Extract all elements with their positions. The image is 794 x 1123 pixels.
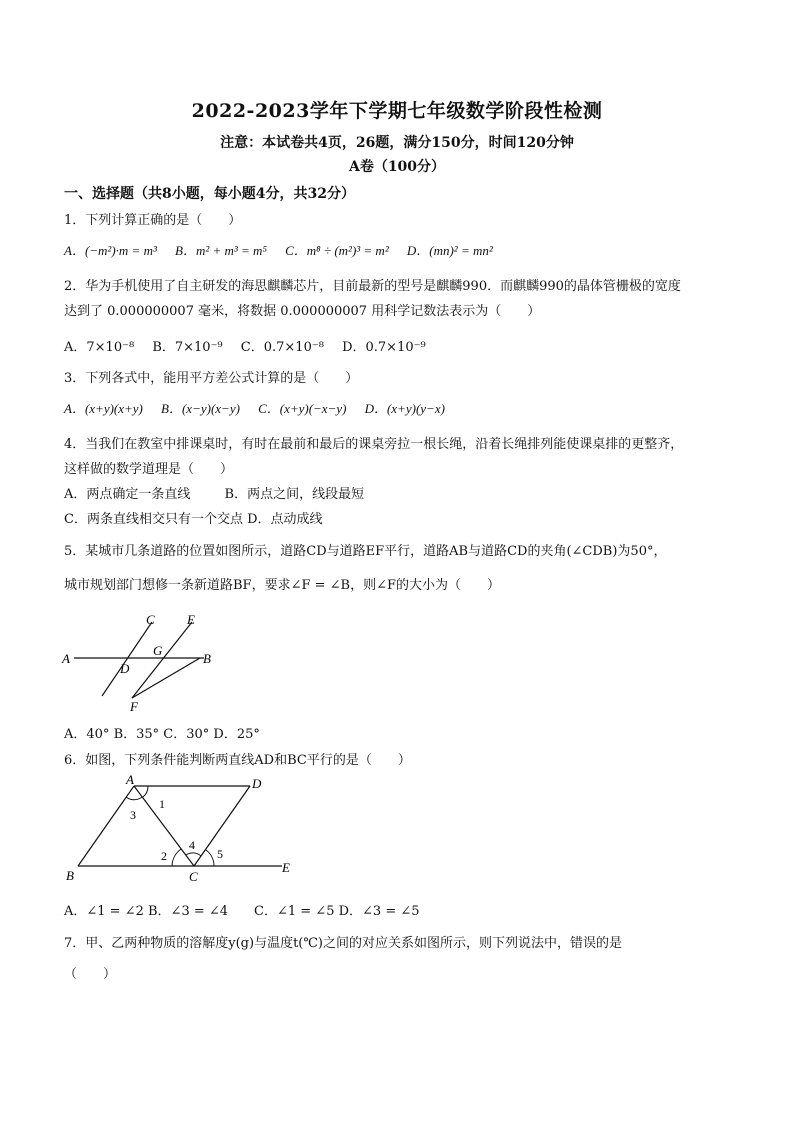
q6-line-ab: [78, 786, 134, 866]
q6-label-angle-2: 2: [161, 849, 167, 863]
q5-label-g: G: [153, 643, 163, 658]
q1-stem: 1．下列计算正确的是（ ）: [64, 213, 242, 228]
q2-options: [64, 336, 440, 355]
q5-label-b: B: [203, 651, 211, 666]
q2-stem-line2: 达到了 0.000000007 毫米，将数据 0.000000007 用科学记数法表示为（ ）: [64, 304, 541, 319]
q3-options: [64, 398, 459, 417]
q3-stem: 3．下列各式中，能用平方差公式计算的是（ ）: [64, 371, 359, 386]
q5-label-e: E: [187, 612, 195, 627]
q6-arc-4: [186, 853, 201, 856]
q2-stem-line1: 2．华为手机使用了自主研发的海思麒麟芯片，目前最新的型号是麒麟990．而麒麟990的晶体管栅极的宽度: [64, 279, 681, 294]
q5-line-cd: [102, 622, 152, 696]
q1-option-a: A．(−m²)·m = m³: [64, 243, 157, 258]
q2-option-b: B．7×10⁻⁹: [152, 340, 223, 355]
q6-label-angle-1: 1: [159, 797, 165, 811]
q5-label-f: F: [130, 699, 138, 713]
q4-option-a: A．两点确定一条直线: [64, 487, 191, 502]
q3-option-b: B．(x−y)(x−y): [161, 401, 240, 416]
q6-label-e: E: [282, 860, 290, 875]
q6-arc-3: [126, 797, 142, 800]
q5-line-ef: [132, 622, 192, 698]
q6-parallel-diagram: [60, 774, 300, 886]
q7-stem-line2: （ ）: [64, 967, 117, 982]
q2-option-d: D．0.7×10⁻⁹: [342, 340, 426, 355]
q2-option-c: C．0.7×10⁻⁸: [240, 340, 324, 355]
q4-options-row2: [64, 508, 337, 527]
q5-label-a: A: [62, 651, 70, 666]
q1-option-c: C．m⁸ ÷ (m²)³ = m²: [285, 243, 389, 258]
q6-label-c: C: [189, 869, 198, 884]
q3-option-c: C．(x+y)(−x−y): [258, 401, 347, 416]
q6-label-a: A: [126, 774, 134, 787]
exam-title: 2022-2023学年下学期七年级数学阶段性检测: [191, 100, 603, 122]
q4-options-row1: [64, 483, 378, 502]
q6-arc-2: [172, 849, 181, 866]
q2-option-a: A．7×10⁻⁸: [64, 340, 135, 355]
exam-notice: 注意：本试卷共4页，26题，满分150分，时间120分钟: [220, 135, 574, 151]
q6-arc-1: [143, 786, 148, 797]
q1-option-d: D．(mn)² = mn²: [406, 243, 493, 258]
q7-stem-line1: 7．甲、乙两种物质的溶解度y(g)与温度t(℃)之间的对应关系如图所示，则下列说法中，错误的是: [64, 936, 622, 951]
q4-option-c: C．两条直线相交只有一个交点: [64, 512, 243, 527]
q5-stem-line2: 城市规划部门想修一条新道路BF，要求∠F = ∠B，则∠F的大小为（ ）: [64, 578, 501, 593]
q5-road-diagram: [60, 608, 230, 713]
q3-option-a: A．(x+y)(x+y): [64, 401, 143, 416]
q6-arc-5: [206, 850, 214, 866]
q5-stem-line1: 5．某城市几条道路的位置如图所示，道路CD与道路EF平行，道路AB与道路CD的夹角(∠CDB)为50°，: [64, 544, 667, 559]
q1-options: [64, 240, 507, 259]
q6-label-angle-5: 5: [217, 847, 223, 861]
q6-label-d: D: [252, 776, 262, 791]
q4-stem-line2: 这样做的数学道理是（ ）: [64, 462, 234, 477]
q6-label-angle-3: 3: [130, 808, 136, 822]
q4-option-d: D．点动成线: [247, 512, 323, 527]
q5-label-c: C: [146, 612, 155, 627]
q5-line-bf: [132, 658, 200, 698]
q5-options: A．40° B．35° C．30° D．25°: [64, 727, 260, 742]
q3-option-d: D．(x+y)(y−x): [364, 401, 445, 416]
q4-stem-line1: 4．当我们在教室中排课桌时，有时在最前和最后的课桌旁拉一根长绳，沿着长绳排列能使课桌排的更整齐，: [64, 437, 684, 452]
q6-options: A．∠1 = ∠2 B．∠3 = ∠4 C．∠1 = ∠5 D．∠3 = ∠5: [64, 904, 420, 919]
q6-label-angle-4: 4: [189, 838, 195, 852]
q6-label-b: B: [66, 868, 74, 883]
q6-stem: 6．如图，下列条件能判断两直线AD和BC平行的是（ ）: [64, 753, 411, 768]
part1-heading: 一、选择题（共8小题，每小题4分，共32分）: [64, 186, 355, 202]
q5-label-d: D: [120, 661, 130, 676]
q1-option-b: B．m² + m³ = m⁵: [175, 243, 267, 258]
section-a-heading: A卷（100分）: [348, 159, 446, 175]
q4-option-b: B．两点之间，线段最短: [224, 487, 365, 502]
